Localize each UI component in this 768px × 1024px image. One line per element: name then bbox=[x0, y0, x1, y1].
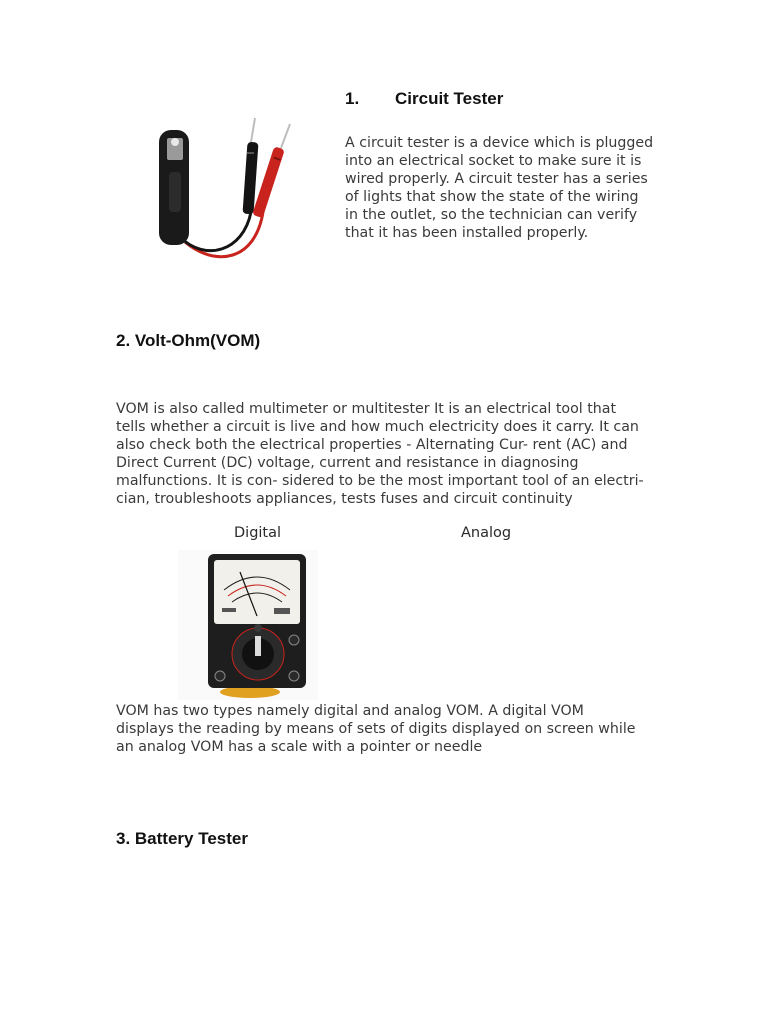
section-number: 1. bbox=[345, 89, 360, 108]
analog-caption: Analog bbox=[461, 525, 512, 541]
circuit-tester-image bbox=[145, 112, 305, 272]
vom-types-description: VOM has two types namely digital and analog VOM. A digital VOM displays the reading by means of sets of digits displayed on screen while an analog VOM has a scale with a pointer or needle bbox=[116, 703, 636, 755]
digital-caption: Digital bbox=[234, 525, 282, 541]
battery-tester-heading: 3. Battery Tester bbox=[116, 829, 248, 848]
vom-description: VOM is also called multimeter or multitester It is an electrical tool that tells whether a circuit is live and how much electricity does it carry. It can also check both the electrical properties - Alternating Cur- rent (AC) and Direct Current (DC) voltage, current and resistance in diagnosing malfunctions. It is con- sidered to be the most important tool of an electri- cian, troubleshoots appliances, tests fuses and circuit continuity bbox=[116, 401, 644, 507]
vom-heading: 2. Volt-Ohm(VOM) bbox=[116, 331, 261, 350]
black-cable bbox=[180, 212, 251, 251]
circuit-tester-heading bbox=[345, 89, 503, 109]
analog-multimeter-image bbox=[178, 550, 318, 700]
red-cable bbox=[185, 212, 263, 257]
section-title: Circuit Tester bbox=[395, 89, 504, 108]
circuit-tester-description: A circuit tester is a device which is plugged into an electrical socket to make sure it is wired properly. A circuit tester has a series of lights that show the state of the wiring in the outlet, so the technician can verify that it has been installed properly. bbox=[345, 135, 654, 241]
